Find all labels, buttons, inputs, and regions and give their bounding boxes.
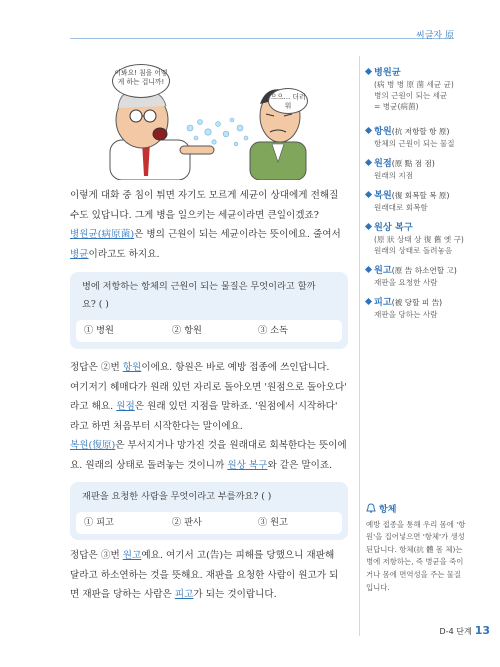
term-germ: 병균 <box>70 248 89 260</box>
p1-line-4: 병균이라고도 하지요. <box>70 248 160 260</box>
sidebar-entry-3: 원점(原 點 점 점) 원래의 지점 <box>366 157 488 181</box>
sidebar-entry-4: 복원(復 회복할 복 原) 원래대로 회복함 <box>366 189 488 213</box>
paragraph-3: 정답은 ③번 원고예요. 여기서 고(告)는 피해를 당했으니 재판해 달라고 하소연하는 것을 뜻해요. 재판을 요청한 사람이 원고가 되 면 재판을 당하는 사람은 피고가 되는 것이랍니다. <box>70 550 339 600</box>
sidebar-entry-5: 원상 복구 (原 狀 상태 상 復 舊 옛 구) 원래의 상태로 돌려놓음 <box>366 221 488 256</box>
option-3[interactable]: ③ 소독 <box>258 325 288 336</box>
term-antigen: 항원 <box>122 362 142 373</box>
header-tag: 씨글자 原 <box>416 31 454 41</box>
speech-bubble-left: 이봐요! 침을 어떻게 하는 겁니까! <box>112 64 170 98</box>
paragraph-1 <box>70 186 352 264</box>
sidebar-entry-1: 병원균 (病 병 병 原 菌 세균 균) 병의 근원이 되는 세균 = 병균(病菌) <box>366 66 488 112</box>
p1-line-1: 이렇게 대화 중 침이 튀면 자기도 모르게 세균이 상대에게 전해질 <box>70 190 339 201</box>
diamond-bullet-icon <box>365 191 372 198</box>
tip-title: 항체 <box>379 505 397 515</box>
question-2-text: 재판을 요청한 사람을 무엇이라고 부를까요? ( ) <box>82 491 272 502</box>
question-1-options <box>76 320 342 342</box>
question-1-text: 병에 저항하는 항체의 근원이 되는 물질은 무엇이라고 할까 요? ( ) <box>82 281 316 310</box>
old-man-figure <box>110 90 214 180</box>
diamond-bullet-icon <box>365 223 372 230</box>
term-origin: 원점 <box>116 401 135 412</box>
bell-icon <box>366 503 376 513</box>
p1-line-2: 수도 있답니다. 그게 병을 일으키는 세균이라면 큰일이겠죠? <box>70 209 319 221</box>
question-2-options <box>76 512 342 534</box>
question-box-1 <box>70 272 348 349</box>
sidebar-entry-6: 원고(原 告 하소연할 고) 재판을 요청한 사람 <box>366 264 488 288</box>
sidebar-entry-7: 피고(被 당할 피 告) 재판을 당하는 사람 <box>366 296 488 320</box>
spit-spray <box>187 118 248 146</box>
term-restoration: 복원(復原) <box>70 440 116 451</box>
option-2[interactable]: ② 판사 <box>172 517 202 528</box>
sidebar-rule <box>359 56 360 636</box>
footer-label: D-4 단계 <box>439 627 472 636</box>
term-plaintiff: 원고 <box>122 550 142 561</box>
speech-bubble-right: 으으… 더러워 <box>268 88 308 114</box>
option-3[interactable]: ③ 원고 <box>258 517 288 528</box>
term-defendant: 피고 <box>174 589 194 600</box>
page-number: 13 <box>474 624 490 637</box>
option-1[interactable]: ① 병원 <box>84 325 114 336</box>
question-box-2 <box>70 482 348 540</box>
sidebar-entry-2: 항원(抗 저항할 항 原) 항체의 근원이 되는 물질 <box>366 125 488 149</box>
diamond-bullet-icon <box>365 159 372 166</box>
illustration <box>70 50 352 180</box>
p1-line-3: 병원균(病原菌)은 병의 근원이 되는 세균이라는 뜻이에요. 줄여서 <box>70 229 341 240</box>
option-1[interactable]: ① 피고 <box>84 517 114 528</box>
page-footer <box>380 624 490 637</box>
term-restore-original: 원상 복구 <box>227 459 268 471</box>
diamond-bullet-icon <box>365 266 372 273</box>
diamond-bullet-icon <box>365 68 372 75</box>
term-pathogen: 병원균(病原菌) <box>70 229 135 240</box>
diamond-bullet-icon <box>365 127 372 134</box>
paragraph-2: 정답은 ②번 항원이에요. 항원은 바로 예방 접종에 쓰인답니다. 여기저기 헤매다가 원래 있던 자리로 돌아오면 '원점으로 돌아오다' 라고 해요. 원점은 원래 있던 지점을 말하죠. '원점에서 시작하다' 라고 하면 처음부터 시작한다는 말이에요. 복원(復原)은 부서지거나 망가진 것을 원래대로 회복한다는 뜻이에 요. 원래의 상태로 돌려놓는 것이니까 원상 복구와 같은 말이죠. <box>70 362 347 471</box>
tip-box: 항체 예방 접종을 통해 우리 몸에 '항 원'을 집어넣으면 '항체'가 생성 된답니다. 항체(抗 體 몸 체)는 병에 저항하는, 즉 병균을 죽이 거나 몸에 면역성을 주는 물질 입니다. <box>366 505 466 592</box>
option-2[interactable]: ② 항원 <box>172 325 202 336</box>
diamond-bullet-icon <box>365 298 372 305</box>
